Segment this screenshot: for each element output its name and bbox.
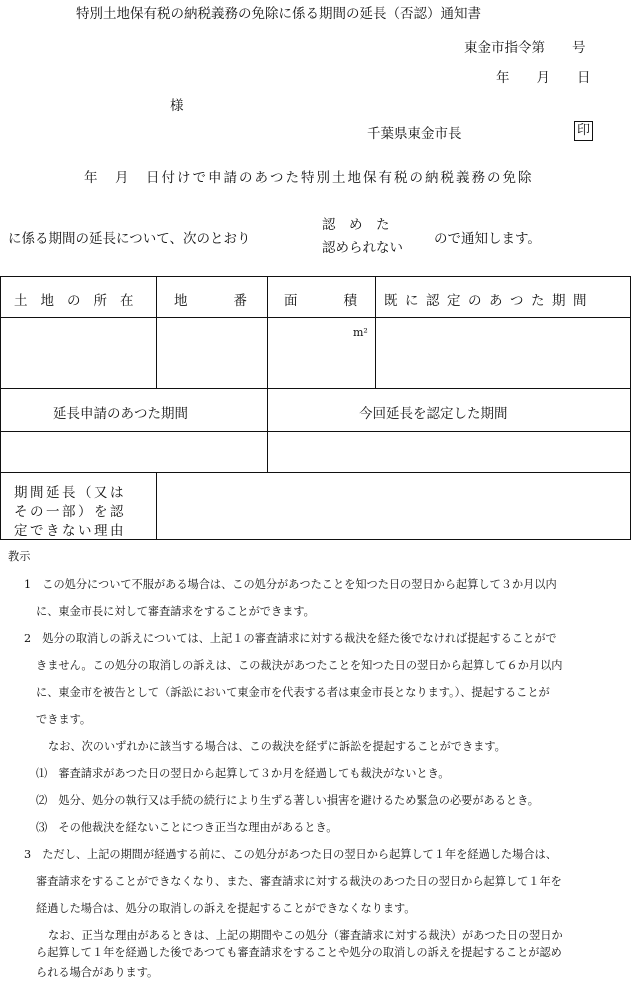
table-rule (0, 317, 631, 318)
table-rule (156, 472, 157, 540)
body-line-2-suffix: ので通知します。 (434, 231, 541, 247)
header-land-location: 土地の所在 (14, 293, 147, 309)
table-rule (0, 472, 631, 473)
header-lot-number: 地番 (174, 293, 293, 309)
reason-label-line-2: その一部）を認 (14, 504, 126, 520)
issuer-name: 千葉県東金市長 (367, 126, 462, 142)
note-line: 1 この処分について不服がある場合は、この処分があつたことを知つた日の翌日から起算して３か月以内 (24, 578, 557, 591)
header-certified-period: 既に認定のあつた期間 (384, 293, 594, 309)
header-extended-period: 今回延長を認定した期間 (359, 406, 508, 422)
note-line: ⑴ 審査請求があつた日の翌日から起算して３か月を経過しても裁決がないとき。 (36, 767, 450, 780)
body-line-1: 年 月 日付けで申請のあつた特別土地保有税の納税義務の免除 (84, 170, 534, 186)
page-title: 特別土地保有税の納税義務の免除に係る期間の延長（否認）通知書 (76, 6, 481, 22)
note-line: できます。 (36, 713, 92, 726)
note-line: きません。この処分の取消しの訴えは、この裁決があつたことを知つた日の翌日から起算して６か月以内 (36, 659, 563, 672)
note-line: ⑵ 処分、処分の執行又は手続の続行により生ずる著しい損害を避けるため緊急の必要があるとき。 (36, 794, 539, 807)
note-line: 3 ただし、上記の期間が経過する前に、この処分があつた日の翌日から起算して１年を経過した場合は、 (24, 848, 557, 861)
note-line: ⑶ その他裁決を経ないことにつき正当な理由があるとき。 (36, 821, 338, 834)
note-line: られる場合があります。 (36, 966, 159, 979)
header-requested-period: 延長申請のあつた期間 (53, 406, 188, 422)
table-rule (0, 431, 631, 432)
note-line: 審査請求をすることができなくなり、また、審査請求に対する裁決のあつた日の翌日から起算して１年を (36, 875, 562, 888)
note-line: ら起算して１年を経過した後であつても審査請求をすることや処分の取消しの訴えを提起することが認め (36, 946, 562, 959)
choice-approved: 認 め た (322, 217, 390, 233)
document-number: 東金市指令第 号 (464, 40, 586, 56)
note-line: なお、正当な理由があるときは、上記の期間やこの処分（審査請求に対する裁決）があつた日の翌日か (48, 929, 563, 942)
table-rule (156, 276, 157, 388)
issue-date: 年 月 日 (496, 70, 591, 86)
note-line: なお、次のいずれかに該当する場合は、この裁決を経ずに訴訟を提起することができます。 (48, 740, 506, 753)
body-line-2-prefix: に係る期間の延長について、次のとおり (8, 231, 251, 247)
area-unit: m² (353, 326, 368, 339)
note-line: 2 処分の取消しの訴えについては、上記１の審査請求に対する裁決を経た後でなければ提起することがで (24, 632, 557, 645)
note-line: 経過した場合は、処分の取消しの訴えを提起することができなくなります。 (36, 902, 416, 915)
header-area: 面積 (284, 293, 403, 309)
reason-label-line-1: 期間延長（又は (14, 485, 126, 501)
reason-label-line-3: 定できない理由 (14, 523, 126, 539)
choice-denied: 認められない (322, 240, 403, 256)
note-line: に、東金市長に対して審査請求をすることができます。 (36, 605, 315, 618)
notes-heading: 教示 (8, 550, 31, 563)
note-line: に、東金市を被告として（訴訟において東金市を代表する者は東金市長となります。）、提起することが (36, 686, 550, 699)
table-rule (0, 388, 631, 389)
seal-box: 印 (574, 121, 593, 141)
recipient-suffix: 様 (170, 98, 184, 114)
